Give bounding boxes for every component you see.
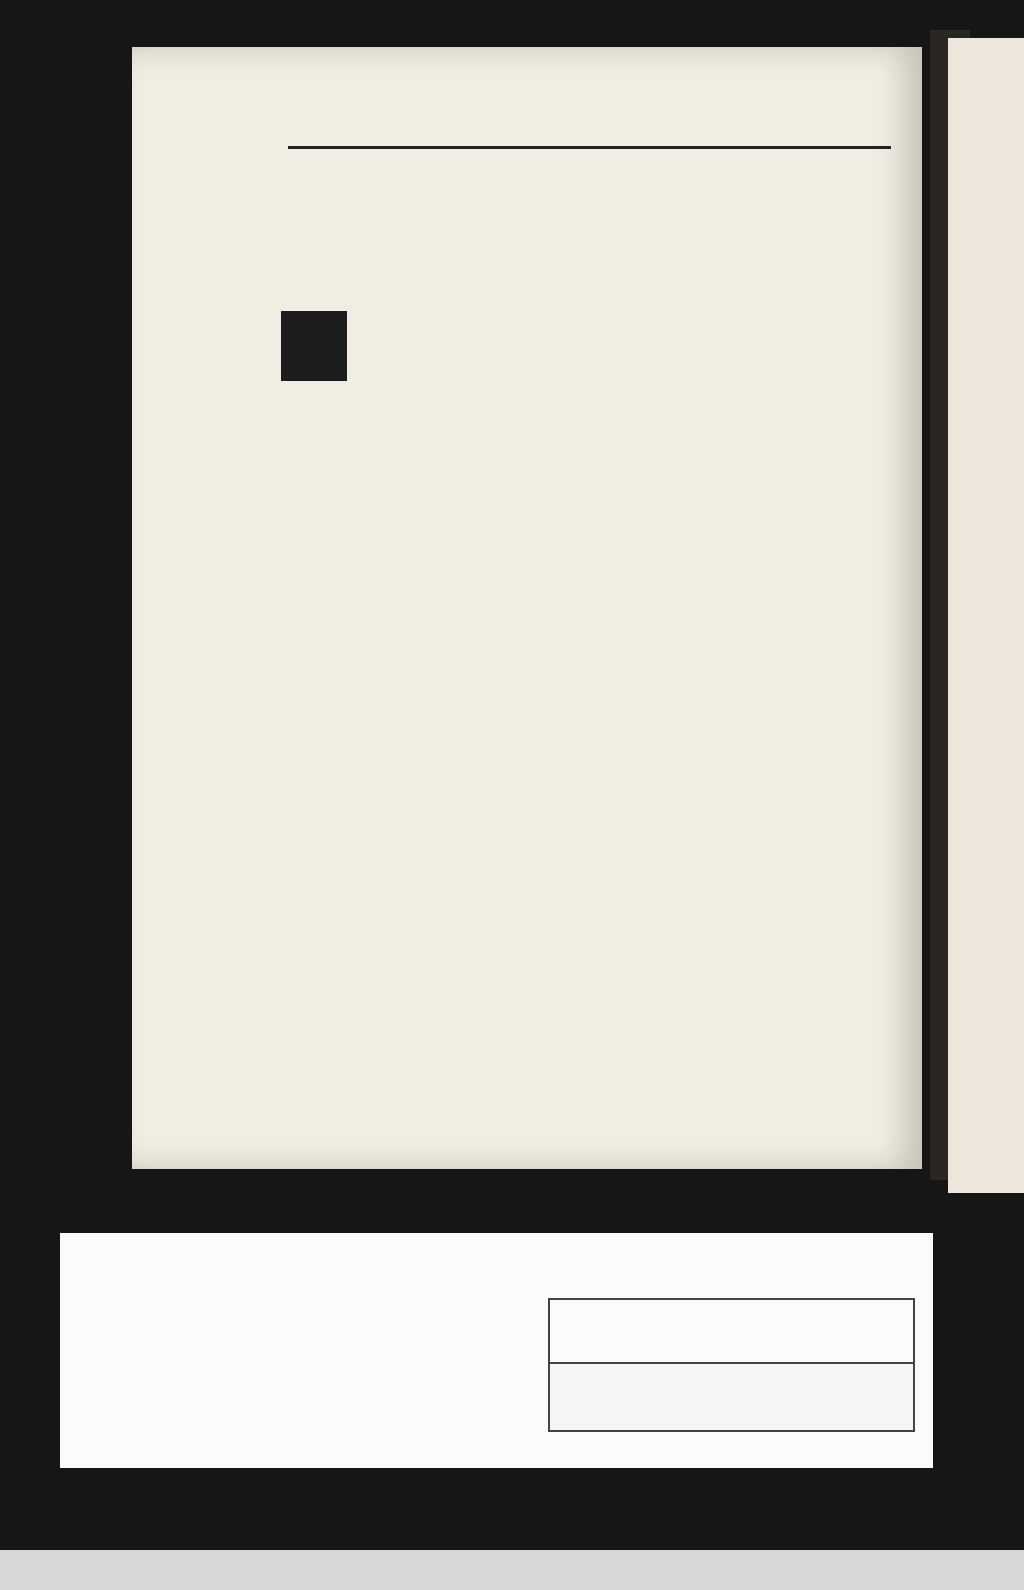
header-rule xyxy=(288,146,891,149)
copyright-footer xyxy=(0,1550,1024,1590)
color-calibration-bar xyxy=(548,1298,915,1364)
next-page-edge xyxy=(948,38,1024,1193)
book-page xyxy=(132,47,922,1169)
dropcap-initial xyxy=(281,311,347,381)
measurement-ruler xyxy=(548,1362,915,1432)
